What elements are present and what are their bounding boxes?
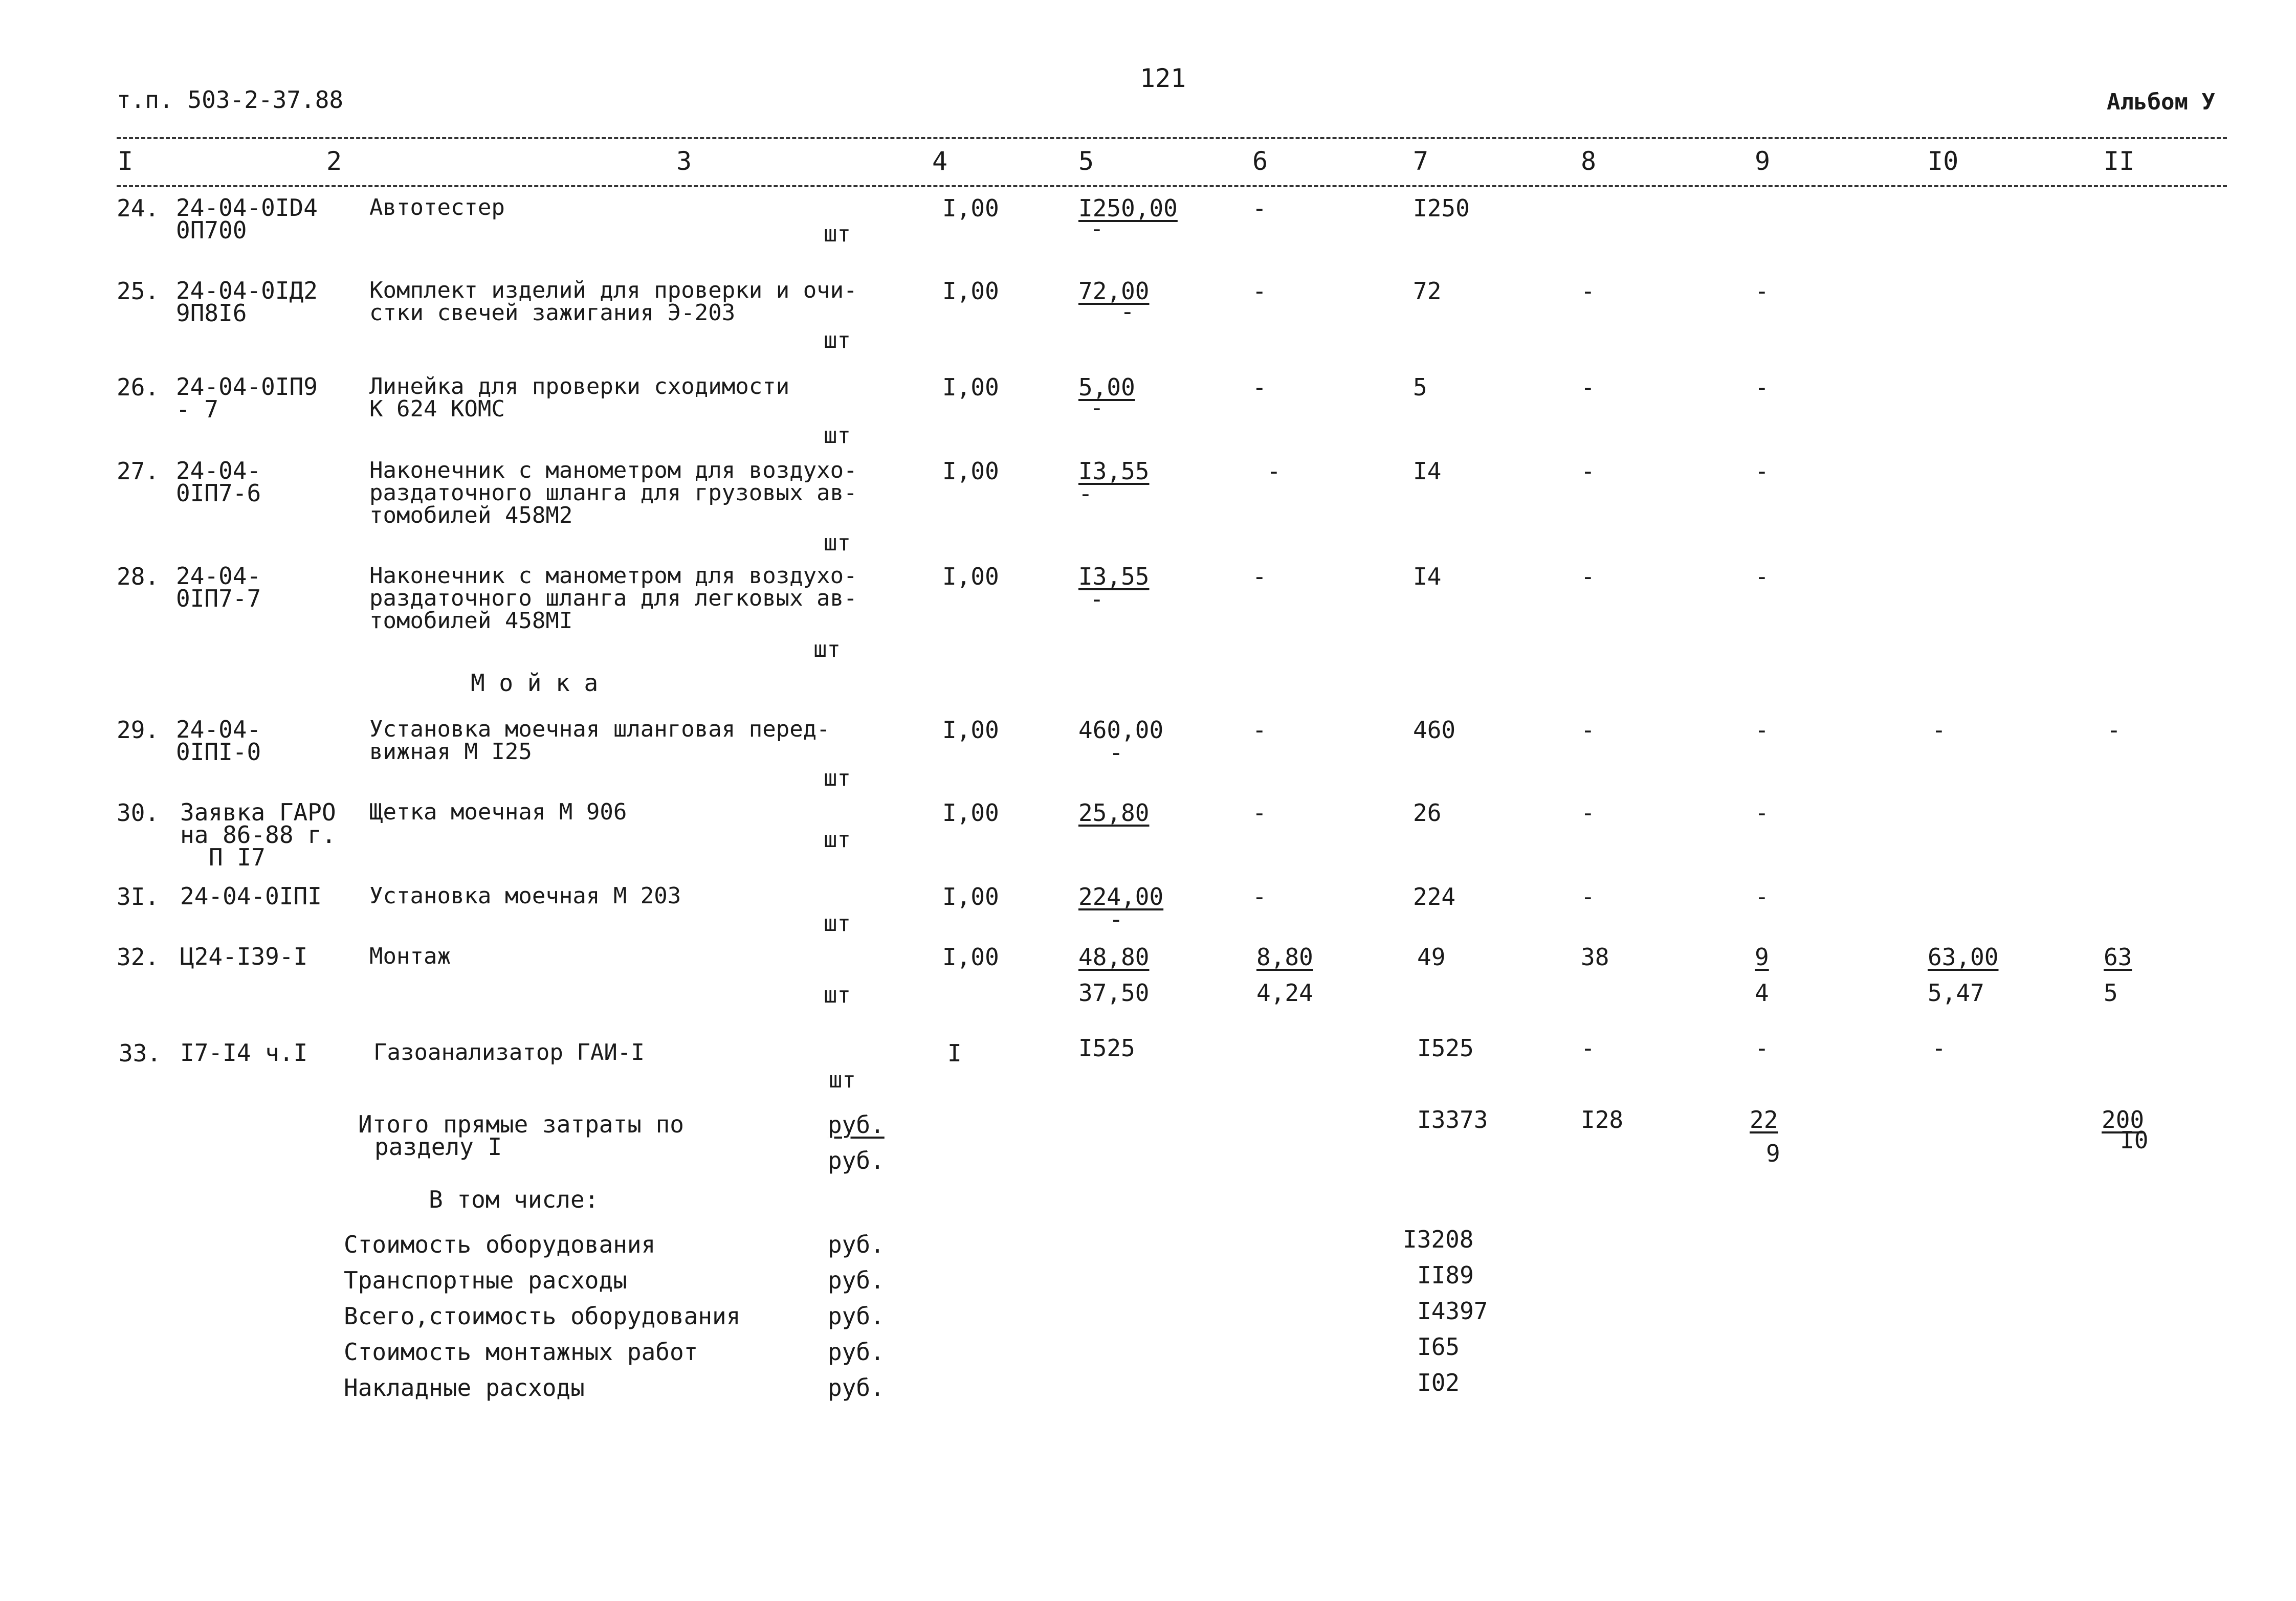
- code-line: 24-04-: [176, 562, 261, 590]
- row-number: 28.: [117, 563, 160, 590]
- row-code: [176, 716, 261, 766]
- row-col9: -: [1755, 563, 1769, 590]
- description-line: Комплект изделий для проверки и очи-: [369, 277, 857, 303]
- row-col10: -: [1932, 1034, 1946, 1062]
- row-col8: -: [1581, 373, 1595, 401]
- row-col8: 38: [1581, 943, 1609, 971]
- column-header: 8: [1581, 146, 1597, 176]
- description-line: Автотестер: [369, 194, 505, 220]
- row-code: [180, 798, 336, 871]
- code-line: на 86-88 г.: [180, 821, 336, 849]
- row-col9: -: [1755, 1034, 1769, 1062]
- row-col5-lower: -: [1120, 298, 1135, 325]
- row-col7: 224: [1413, 883, 1456, 910]
- description-line: Линейка для проверки сходимости: [369, 373, 790, 399]
- row-col8: -: [1581, 799, 1595, 827]
- column-header: 9: [1755, 146, 1771, 176]
- row-quantity: I,00: [942, 194, 999, 222]
- row-col6: -: [1252, 563, 1267, 590]
- code-line: 9П8I6: [176, 299, 247, 327]
- row-col5: I3,55: [1078, 457, 1150, 485]
- code-line: Заявка ГАРО: [180, 798, 336, 826]
- description-line: томобилей 458М2: [369, 502, 573, 528]
- row-col5: 25,80: [1078, 799, 1150, 827]
- summary-value: I4397: [1417, 1297, 1488, 1325]
- row-col10-lower: 5,47: [1928, 979, 1984, 1007]
- totals-col9-lower: 9: [1766, 1140, 1780, 1167]
- summary-label: Всего,стоимость оборудования: [344, 1302, 741, 1330]
- row-number: 33.: [119, 1039, 162, 1067]
- row-number: 24.: [117, 194, 160, 222]
- summary-unit: руб.: [828, 1231, 885, 1258]
- column-header: I: [118, 146, 134, 176]
- totals-col9: 22: [1750, 1106, 1778, 1133]
- row-unit: шт: [824, 765, 851, 791]
- description-line: Наконечник с манометром для воздухо-: [369, 563, 857, 589]
- description-line: Монтаж: [369, 943, 451, 969]
- summary-unit: руб.: [828, 1266, 885, 1294]
- row-col5: 72,00: [1078, 277, 1150, 305]
- row-col5-lower: -: [1090, 394, 1104, 421]
- row-col6: -: [1252, 883, 1267, 910]
- code-line: 0П700: [176, 216, 247, 244]
- row-col9: -: [1755, 373, 1769, 401]
- description-line: Установка моечная шланговая перед-: [369, 716, 830, 742]
- row-col5: I3,55: [1078, 563, 1150, 590]
- row-col5: I250,00: [1078, 194, 1178, 222]
- row-col6: -: [1252, 799, 1267, 827]
- row-col8: -: [1581, 716, 1595, 744]
- row-code: [176, 457, 261, 507]
- row-col8: -: [1581, 277, 1595, 305]
- section-title: М о й к а: [471, 669, 599, 697]
- row-col6: -: [1252, 716, 1267, 744]
- row-quantity: I,00: [942, 883, 999, 910]
- column-header: II: [2104, 146, 2135, 176]
- summary-label: Стоимость оборудования: [344, 1231, 656, 1258]
- row-number: 29.: [117, 716, 160, 744]
- row-col5-lower: -: [1090, 585, 1104, 613]
- description-line: раздаточного шланга для легковых ав-: [369, 585, 857, 611]
- row-unit: шт: [824, 221, 851, 247]
- row-quantity: I: [947, 1039, 962, 1067]
- row-col5: 48,80: [1078, 943, 1150, 971]
- code-line: 24-04-0IПI: [180, 882, 322, 910]
- description-line: вижная М I25: [369, 739, 532, 765]
- header-rule-bottom: [117, 185, 2227, 187]
- row-number: 25.: [117, 277, 160, 305]
- row-number: 30.: [117, 799, 160, 827]
- column-header: 3: [676, 146, 692, 176]
- code-line: 24-04-0ID4: [176, 194, 318, 221]
- row-col9: -: [1755, 277, 1769, 305]
- including-heading: В том числе:: [429, 1186, 599, 1213]
- row-col6: -: [1267, 457, 1281, 485]
- row-col7: 26: [1413, 799, 1442, 827]
- row-code: [180, 882, 322, 910]
- description-line: Установка моечная М 203: [369, 883, 681, 909]
- column-header: 2: [326, 146, 342, 176]
- row-quantity: I,00: [942, 457, 999, 485]
- totals-col11: 200: [2102, 1106, 2145, 1133]
- row-col9: -: [1755, 457, 1769, 485]
- description-line: Газоанализатор ГАИ-I: [373, 1039, 645, 1065]
- row-col6-lower: 4,24: [1256, 979, 1313, 1007]
- document-code: т.п. 503-2-37.88: [117, 86, 344, 114]
- row-col11: 63: [2104, 943, 2132, 971]
- row-col9: 9: [1755, 943, 1769, 971]
- totals-col7: I3373: [1417, 1106, 1488, 1133]
- code-line: 0IП7-7: [176, 585, 261, 612]
- row-col7: I4: [1413, 457, 1442, 485]
- row-code: [176, 562, 261, 612]
- row-code: [176, 277, 318, 327]
- row-col10: -: [1932, 716, 1946, 744]
- row-col9: -: [1755, 799, 1769, 827]
- row-col7: 5: [1413, 373, 1427, 401]
- row-col5-lower: -: [1109, 739, 1123, 766]
- row-quantity: I,00: [942, 716, 999, 744]
- row-description: [373, 1041, 645, 1064]
- row-quantity: I,00: [942, 563, 999, 590]
- summary-label: Стоимость монтажных работ: [344, 1338, 698, 1366]
- totals-label-line: Итого прямые затраты по: [358, 1110, 684, 1138]
- row-description: [369, 196, 505, 219]
- column-header: 5: [1078, 146, 1094, 176]
- totals-unit: руб.: [828, 1147, 885, 1174]
- description-line: Наконечник с манометром для воздухо-: [369, 457, 857, 483]
- row-quantity: I,00: [942, 277, 999, 305]
- code-line: Ц24-I39-I: [180, 943, 308, 970]
- description-line: К 624 КОМС: [369, 396, 505, 422]
- row-col7: 72: [1413, 277, 1442, 305]
- code-line: 0IП7-6: [176, 479, 261, 507]
- row-number: 32.: [117, 943, 160, 971]
- row-unit: шт: [824, 327, 851, 353]
- summary-label: Транспортные расходы: [344, 1266, 627, 1294]
- code-line: I7-I4 ч.I: [180, 1039, 308, 1066]
- row-quantity: I,00: [942, 373, 999, 401]
- row-col7: 49: [1417, 943, 1446, 971]
- row-col8: -: [1581, 457, 1595, 485]
- row-col5: 460,00: [1078, 716, 1164, 744]
- row-number: 27.: [117, 457, 160, 485]
- row-col7: I250: [1413, 194, 1470, 222]
- row-number: 26.: [117, 373, 160, 401]
- album-label: Альбом У: [2107, 89, 2215, 115]
- summary-unit: руб.: [828, 1302, 885, 1330]
- page-number: 121: [1140, 63, 1186, 93]
- row-col6: -: [1252, 373, 1267, 401]
- header-rule-top: [117, 137, 2227, 139]
- row-col8: -: [1581, 883, 1595, 910]
- row-description: [369, 718, 830, 763]
- row-description: [369, 885, 681, 907]
- row-unit: шт: [824, 910, 851, 937]
- totals-label: [358, 1110, 684, 1161]
- code-line: 0IПI-0: [176, 738, 261, 766]
- row-description: [369, 279, 857, 324]
- row-col5: I525: [1078, 1034, 1135, 1062]
- column-header: 7: [1413, 146, 1429, 176]
- code-line: П I7: [209, 843, 266, 871]
- code-line: 24-04-0IД2: [176, 277, 318, 304]
- row-code: [180, 1041, 307, 1064]
- description-line: раздаточного шланга для грузовых ав-: [369, 480, 857, 506]
- row-description: [369, 801, 627, 824]
- row-col6: -: [1252, 277, 1267, 305]
- code-line: - 7: [176, 395, 219, 423]
- row-unit: шт: [813, 636, 841, 662]
- column-header: I0: [1928, 146, 1959, 176]
- summary-label: Накладные расходы: [344, 1374, 585, 1402]
- row-unit: шт: [824, 827, 851, 853]
- column-header: 6: [1252, 146, 1268, 176]
- description-line: томобилей 458МI: [369, 608, 573, 634]
- row-col9-lower: 4: [1755, 979, 1769, 1007]
- totals-unit: руб.: [828, 1111, 885, 1139]
- row-col5-lower: 37,50: [1078, 979, 1150, 1007]
- row-number: 3I.: [117, 883, 160, 910]
- description-line: стки свечей зажигания Э-203: [369, 300, 736, 326]
- column-header: 4: [932, 146, 948, 176]
- row-unit: шт: [829, 1067, 856, 1093]
- row-col5-lower: -: [1078, 480, 1093, 507]
- description-line: Щетка моечная М 906: [369, 799, 627, 825]
- row-col10: 63,00: [1928, 943, 1999, 971]
- row-code: [176, 194, 318, 244]
- row-quantity: I,00: [942, 943, 999, 971]
- row-col8: -: [1581, 563, 1595, 590]
- row-col11-lower: 5: [2104, 979, 2118, 1007]
- code-line: 24-04-: [176, 457, 261, 484]
- summary-value: II89: [1417, 1261, 1474, 1289]
- row-col5-lower: -: [1109, 905, 1123, 933]
- row-unit: шт: [824, 982, 851, 1008]
- row-col7: I525: [1417, 1034, 1474, 1062]
- row-col9: -: [1755, 883, 1769, 910]
- summary-unit: руб.: [828, 1374, 885, 1402]
- row-description: [369, 459, 857, 527]
- row-col5: 224,00: [1078, 883, 1164, 910]
- row-col7: I4: [1413, 563, 1442, 590]
- row-col6: 8,80: [1256, 943, 1313, 971]
- row-description: [369, 945, 451, 968]
- row-description: [369, 375, 789, 420]
- code-line: 24-04-: [176, 716, 261, 743]
- row-code: [176, 373, 318, 423]
- row-quantity: I,00: [942, 799, 999, 827]
- row-unit: шт: [824, 423, 851, 449]
- row-col9: -: [1755, 716, 1769, 744]
- row-col5: 5,00: [1078, 373, 1135, 401]
- totals-col11-lower: I0: [2120, 1126, 2149, 1154]
- row-col7: 460: [1413, 716, 1456, 744]
- row-col5-lower: -: [1090, 215, 1104, 242]
- summary-value: I02: [1417, 1369, 1460, 1396]
- row-col8: -: [1581, 1034, 1595, 1062]
- row-unit: шт: [824, 530, 851, 556]
- totals-col8: I28: [1581, 1106, 1624, 1133]
- summary-value: I65: [1417, 1333, 1460, 1361]
- row-col11: -: [2107, 716, 2121, 744]
- totals-label-line: разделу I: [374, 1133, 502, 1161]
- row-col6: -: [1252, 194, 1267, 222]
- code-line: 24-04-0IП9: [176, 373, 318, 401]
- summary-unit: руб.: [828, 1338, 885, 1366]
- summary-value: I3208: [1403, 1226, 1474, 1253]
- row-code: [180, 945, 307, 968]
- row-description: [369, 565, 857, 632]
